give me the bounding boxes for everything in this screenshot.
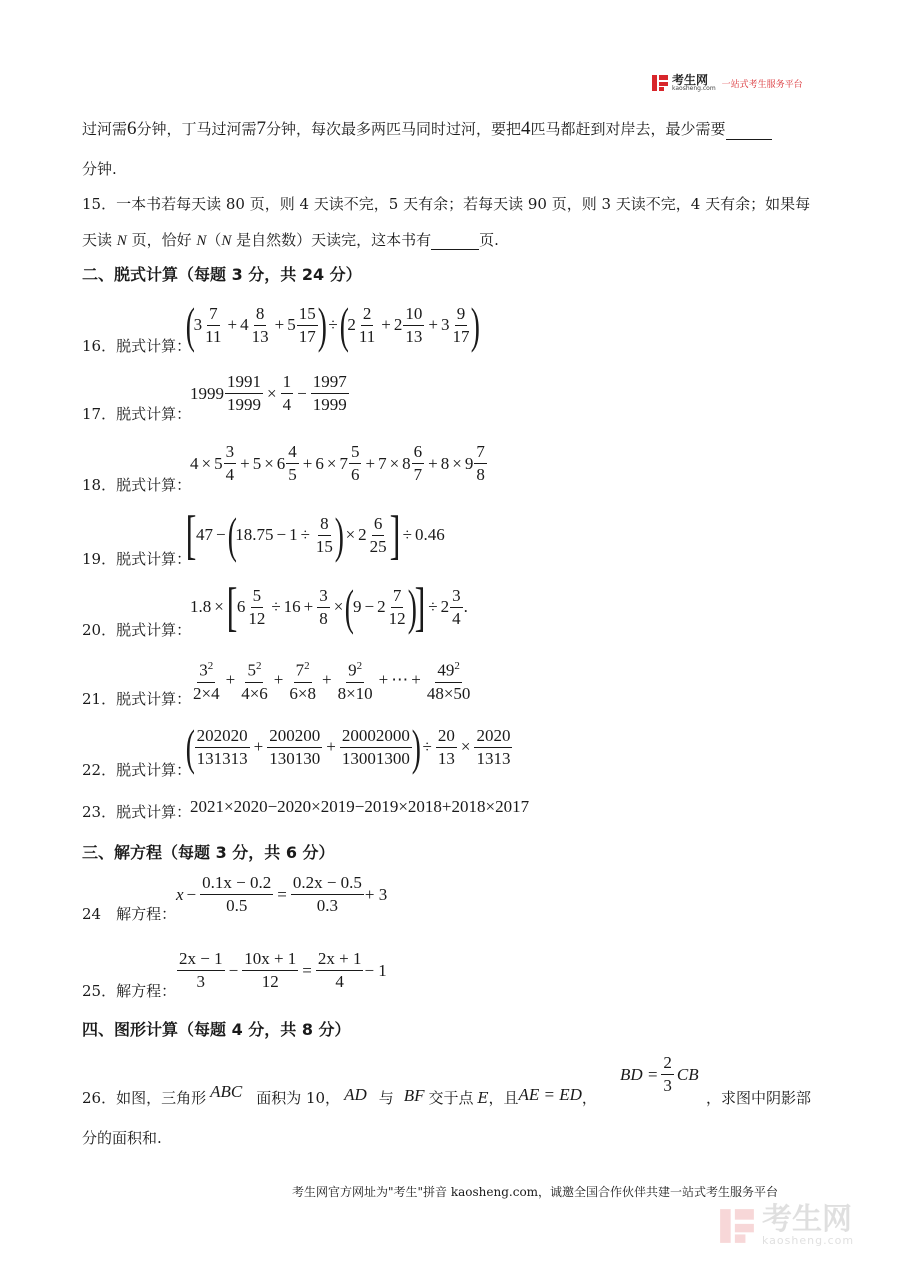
q21-expression: $\frac{3^2}{2\times 4}$ + $\frac{5^2}{4\times 6}$ + $\frac{7^2}{6\times 8}$ + $\frac{9^2}{8\times 10}$ + ⋯ + $\frac{49^2}{48\times 50}$ xyxy=(190,655,473,705)
answer-blank xyxy=(726,125,772,140)
q14-line2: 分钟. xyxy=(82,160,117,178)
q20-label: 20．脱式计算： xyxy=(82,621,192,639)
q15-line2: 天读 N 页，恰好 N（N 是自然数）天读完，这本书有 页. xyxy=(82,231,499,249)
header-logo xyxy=(651,74,803,92)
logo-text: 考生网 xyxy=(672,73,709,87)
watermark-logo-icon xyxy=(718,1206,756,1246)
q26-line2: 分的面积和. xyxy=(82,1129,162,1147)
kaosheng-logo-icon xyxy=(651,74,669,92)
q24-expression: x − $\frac{0.1x - 0.2}{0.5}$ = $\frac{0.2x - 0.5}{0.3}$ + 3 xyxy=(176,873,388,915)
q23-expression: 2021×2020−2020×2019−2019×2018+2018×2017 xyxy=(190,797,530,816)
q15-line1: 15．一本书若每天读 80 页，则 4 天读不完，5 天有余；若每天读 90 页，则 3 天读不完，4 天有余；如果每 xyxy=(82,195,811,213)
q22-expression: ( $\frac{202020}{131313}$ + $\frac{200200}{130130}$ + $\frac{20002000}{13001300}$ ) ÷ $\frac{20}{13}$ × $\frac{2020}{1313}$ xyxy=(185,719,511,775)
q25-expression: $\frac{2x - 1}{3}$ − $\frac{10x + 1}{12}$ = $\frac{2x + 1}{4}$ − 1 xyxy=(179,949,387,991)
q17-label: 17．脱式计算： xyxy=(82,405,192,423)
q26-ratio: BD = $\frac{2}{3}$ CB xyxy=(620,1053,699,1095)
logo-url: kaosheng.com xyxy=(672,85,716,92)
logo-slogan: 一站式考生服务平台 xyxy=(721,79,803,90)
q26-line1: 26．如图，三角形 ABC 面积为 10， AD 与 BF 交于点 E ，且 AE = ED ， xyxy=(82,1081,597,1107)
answer-blank xyxy=(431,235,479,250)
q18-expression: 4 × 5 $\frac{3}{4}$ + 5 × 6 $\frac{4}{5}$ + 6 × 7 $\frac{5}{6}$ + 7 × 8 $\frac{6}{7}$ + 8 × 9 $\frac{7}{8}$ xyxy=(190,442,485,484)
q20-expression: 1.8 × [ 6 $\frac{5}{12}$ ÷ 16 + $\frac{3}{8}$ × ( 9 − 2 $\frac{7}{12}$ ) ] ÷ 2 $\frac{3}{4}$ . xyxy=(190,577,468,637)
q25-label: 25．解方程： xyxy=(82,982,177,1000)
q22-label: 22．脱式计算： xyxy=(82,761,192,779)
section-3-heading: 三、解方程（每题 3 分，共 6 分） xyxy=(82,843,335,862)
section-2-heading: 二、脱式计算（每题 3 分，共 24 分） xyxy=(82,265,362,284)
q19-label: 19．脱式计算： xyxy=(82,550,192,568)
watermark-url: kaosheng.com xyxy=(762,1234,855,1247)
q21-label: 21．脱式计算： xyxy=(82,690,192,708)
q16-expression: ( 3 $\frac{7}{11}$ + 4 $\frac{8}{13}$ + 5 $\frac{15}{17}$ ) ÷ ( 2 $\frac{2}{11}$ + 2 $\frac{10}{13}$ + 3 $\frac{9}{17}$ ) xyxy=(185,297,481,353)
watermark-text: 考生网 xyxy=(762,1202,852,1237)
q26-line1-end: ，求图中阴影部 xyxy=(706,1089,812,1107)
q19-expression: [ 47 − ( 18.75 − 1 ÷ $\frac{8}{15}$ ) × 2 $\frac{6}{25}$ ] ÷ 0.46 xyxy=(185,505,445,565)
footer-text: 考生网官方网址为"考生"拼音 kaosheng.com，诚邀全国合作伙伴共建一站式考生服务平台 xyxy=(292,1185,779,1199)
q23-label: 23．脱式计算： xyxy=(82,803,192,821)
q16-label: 16．脱式计算： xyxy=(82,337,192,355)
q24-label: 24 解方程： xyxy=(82,905,177,923)
watermark xyxy=(718,1202,855,1247)
q14-line1: 过河需6分钟，丁马过河需7分钟，每次最多两匹马同时过河，要把4匹马都赶到对岸去，最少需要 xyxy=(82,118,772,140)
q18-label: 18．脱式计算： xyxy=(82,476,192,494)
section-4-heading: 四、图形计算（每题 4 分，共 8 分） xyxy=(82,1020,351,1039)
q17-expression: 1999 $\frac{1991}{1999}$ × $\frac{1}{4}$ − $\frac{1997}{1999}$ xyxy=(190,372,347,414)
